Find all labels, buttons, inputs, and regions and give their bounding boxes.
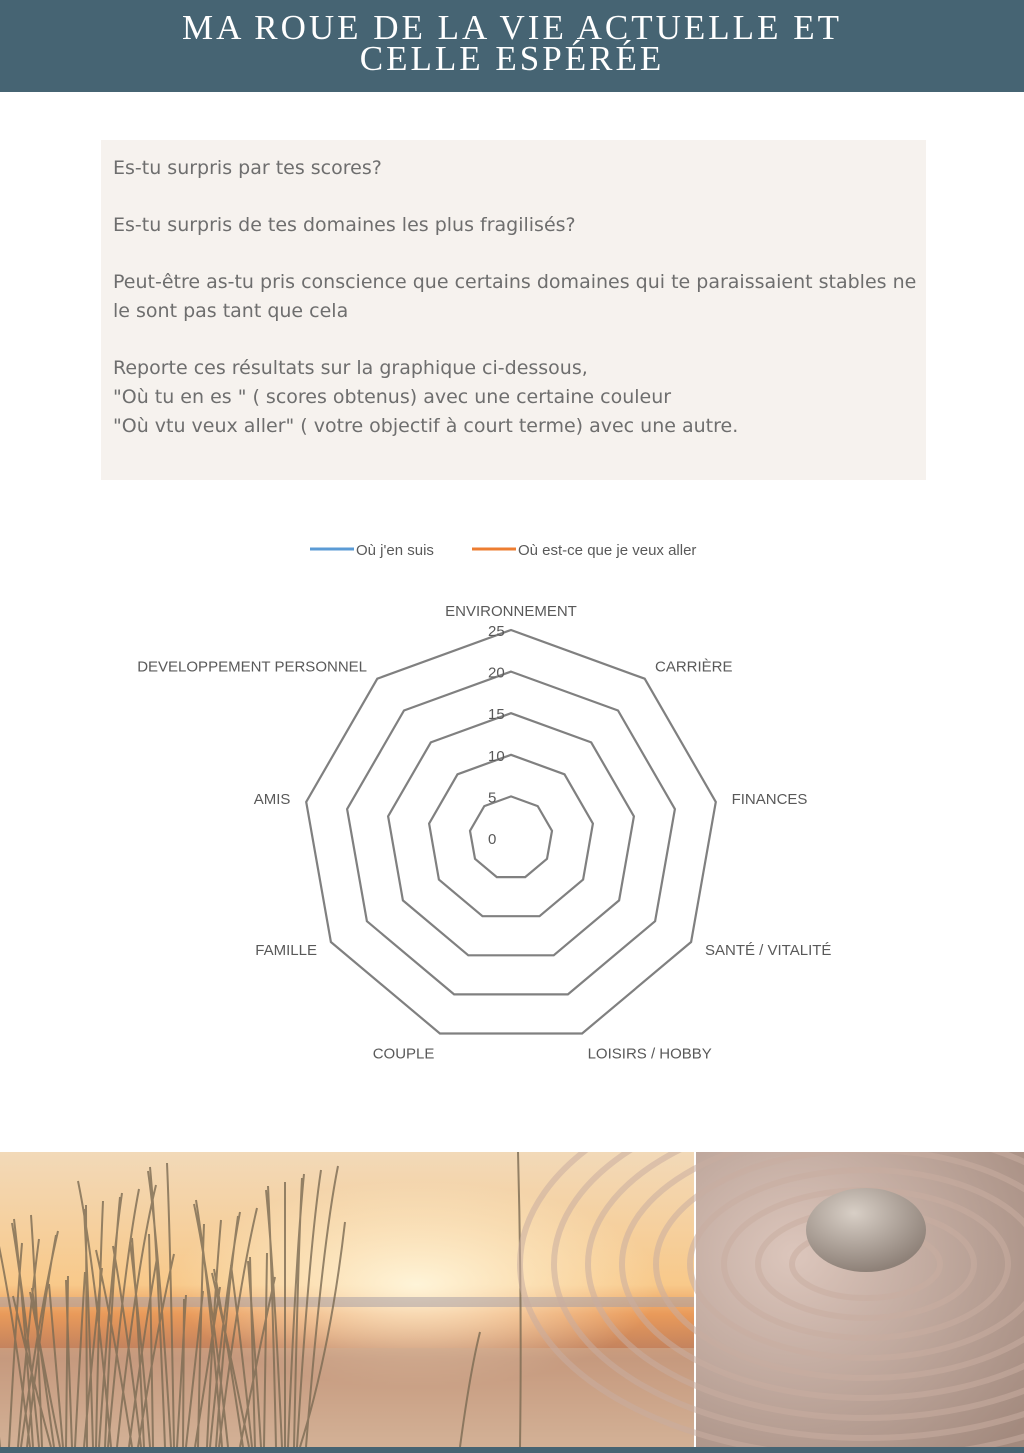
life-wheel-radar-chart: [0, 520, 1024, 1080]
sea-horizon: [0, 1297, 694, 1307]
category-label-2: CARRIÈRE: [655, 658, 733, 676]
tick-label-25: 25: [488, 623, 505, 640]
tick-label-0: 0: [488, 831, 497, 848]
instructions-line-3: "Où vtu veux aller" ( votre objectif à court terme) avec une autre.: [113, 415, 739, 437]
instructions-line-1: Reporte ces résultats sur la graphique ci-dessous,: [113, 357, 588, 379]
zen-stone: [806, 1188, 926, 1272]
grid-ring-20: [347, 672, 675, 995]
tick-label-20: 20: [488, 664, 505, 682]
legend-label-1: Où j'en suis: [356, 542, 434, 559]
bottom-rule: [0, 1447, 1024, 1453]
legend-label-2: Où est-ce que je veux aller: [518, 542, 697, 559]
grid-ring-25: [306, 630, 716, 1034]
awareness-paragraph: [113, 268, 925, 326]
category-label-8: AMIS: [253, 791, 291, 809]
category-label-3: FINANCES: [731, 791, 808, 809]
page-title: [0, 8, 1024, 78]
category-label-5: LOISIRS / HOBBY: [587, 1045, 712, 1063]
instructions-paragraph: [113, 354, 925, 441]
category-label-7: FAMILLE: [255, 942, 317, 959]
page-title-line-1: MA ROUE DE LA VIE ACTUELLE ET: [182, 8, 842, 47]
awareness-line-2: le sont pas tant que cela: [113, 300, 349, 322]
tick-label-10: 10: [488, 747, 505, 765]
grid-ring-15: [388, 713, 634, 955]
category-label-4: SANTÉ / VITALITÉ: [705, 942, 832, 959]
grid-ring-10: [429, 755, 593, 916]
instructions-line-2: "Où tu en es " ( scores obtenus) avec une certaine couleur: [113, 386, 672, 408]
category-label-6: COUPLE: [372, 1045, 435, 1063]
tick-label-15: 15: [488, 706, 505, 724]
title-banner: [0, 0, 1024, 92]
intro-text-box: [101, 140, 926, 480]
grid-ring-5: [470, 796, 552, 877]
awareness-line-1: Peut-être as-tu pris conscience que certains domaines qui te paraissaient stables ne: [113, 271, 917, 293]
question-scores: Es-tu surpris par tes scores?: [113, 157, 382, 179]
decorative-photos: [0, 1152, 1024, 1447]
page-title-line-2: CELLE ESPÉRÉE: [359, 39, 665, 78]
tick-label-5: 5: [488, 789, 497, 807]
category-label-9: DEVELOPPEMENT PERSONNEL: [137, 658, 367, 676]
question-fragile-domains: Es-tu surpris de tes domaines les plus fragilisés?: [113, 214, 576, 236]
category-label-1: ENVIRONNEMENT: [445, 603, 577, 620]
